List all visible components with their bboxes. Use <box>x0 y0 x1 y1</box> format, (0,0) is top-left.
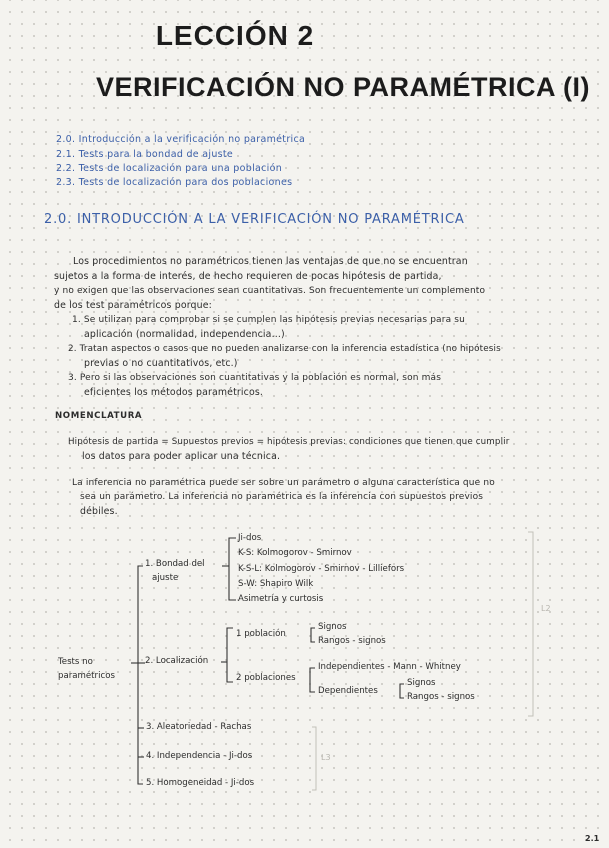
reason-2-line-1: 2. Tratan aspectos o casos que no pueden analizarse con la inferencia estadística (no hipótesis <box>68 344 501 354</box>
toc-item-2-0: 2.0. Introducción a la verificación no paramétrica <box>56 134 306 145</box>
inference-line-1: La inferencia no paramétrica puede ser sobre un parámetro o alguna característica que no <box>72 478 495 488</box>
dependientes-item-rangos: Rangos - signos <box>407 692 475 702</box>
reason-1-line-2: aplicación (normalidad, independencia...) <box>84 329 285 340</box>
bondad-item-2: K-S: Kolmogorov - Smirnov <box>238 548 352 558</box>
bondad-item-3: K-S-L: Kolmogorov - Smirnov - Lilliefors <box>238 564 405 574</box>
intro-line-1: Los procedimientos no paramétricos tienen las ventajas de que no se encuentran <box>73 256 468 267</box>
tree-root-line-2: paramétricos <box>58 671 115 681</box>
nomenclatura-line-1: Hipótesis de partida = Supuestos previos = hipótesis previas: condiciones que tienen que cumplir <box>68 437 510 447</box>
bondad-item-5: Asimetría y curtosis <box>238 594 324 604</box>
reason-2-line-2: previas o no cuantitativos, etc.) <box>84 358 238 369</box>
tree-root-line-1: Tests no <box>58 657 93 667</box>
bondad-item-4: S-W: Shapiro Wilk <box>238 579 314 589</box>
toc-item-2-2: 2.2. Tests de localización para una población <box>56 163 283 174</box>
margin-mark-l3: L3 <box>321 753 331 762</box>
localizacion-label: 2. Localización <box>145 656 209 666</box>
reason-3-line-2: eficientes los métodos paramétricos. <box>84 387 264 398</box>
una-item-rangos: Rangos - signos <box>318 636 386 646</box>
toc-item-2-1: 2.1. Tests para la bondad de ajuste <box>56 149 234 160</box>
reason-3-line-1: 3. Pero si las observaciones son cuantitativas y la población es normal, son más <box>68 373 442 383</box>
inference-line-2: sea un parámetro. La inferencia no paramétrica es la inferencia con supuestos previos <box>80 492 484 502</box>
dependientes-label: Dependientes <box>318 686 378 696</box>
una-poblacion-label: 1 población <box>236 629 286 639</box>
intro-line-3: y no exigen que las observaciones sean cuantitativas. Son frecuentemente un complemento <box>54 286 486 296</box>
bondad-item-1: Ji-dos <box>238 533 262 543</box>
bondad-label-line-2: ajuste <box>152 573 179 583</box>
margin-mark-l2: L2 <box>541 604 551 613</box>
una-item-signos: Signos <box>318 622 347 632</box>
page-title: LECCIÓN 2 <box>155 20 315 51</box>
independencia-label: 4. Independencia - Ji-dos <box>146 751 253 761</box>
section-heading: 2.0. INTRODUCCIÓN A LA VERIFICACIÓN NO PARAMÉTRICA <box>44 212 465 227</box>
homogeneidad-label: 5. Homogeneidad - Ji-dos <box>146 778 255 788</box>
aleatoriedad-label: 3. Aleatoriedad - Rachas <box>146 722 252 732</box>
independientes-label: Independientes - Mann - Whitney <box>318 662 461 672</box>
reason-1-line-1: 1. Se utilizan para comprobar si se cumplen las hipótesis previas necesarias para su <box>72 315 465 325</box>
toc-item-2-3: 2.3. Tests de localización para dos poblaciones <box>56 177 293 188</box>
page-subtitle: VERIFICACIÓN NO PARAMÉTRICA (I) <box>96 72 590 102</box>
nomenclatura-heading: NOMENCLATURA <box>55 411 143 421</box>
dos-poblaciones-label: 2 poblaciones <box>236 673 296 683</box>
nomenclatura-line-2: los datos para poder aplicar una técnica. <box>82 451 281 462</box>
page-number: 2.1 <box>585 834 600 843</box>
intro-line-4: de los test paramétricos porque: <box>54 300 212 311</box>
intro-line-2: sujetos a la forma de interés, de hecho requieren de pocas hipótesis de partida, <box>54 271 442 282</box>
inference-line-3: débiles. <box>80 506 118 517</box>
bondad-label-line-1: 1. Bondad del <box>145 559 205 569</box>
dependientes-item-signos: Signos <box>407 678 436 688</box>
